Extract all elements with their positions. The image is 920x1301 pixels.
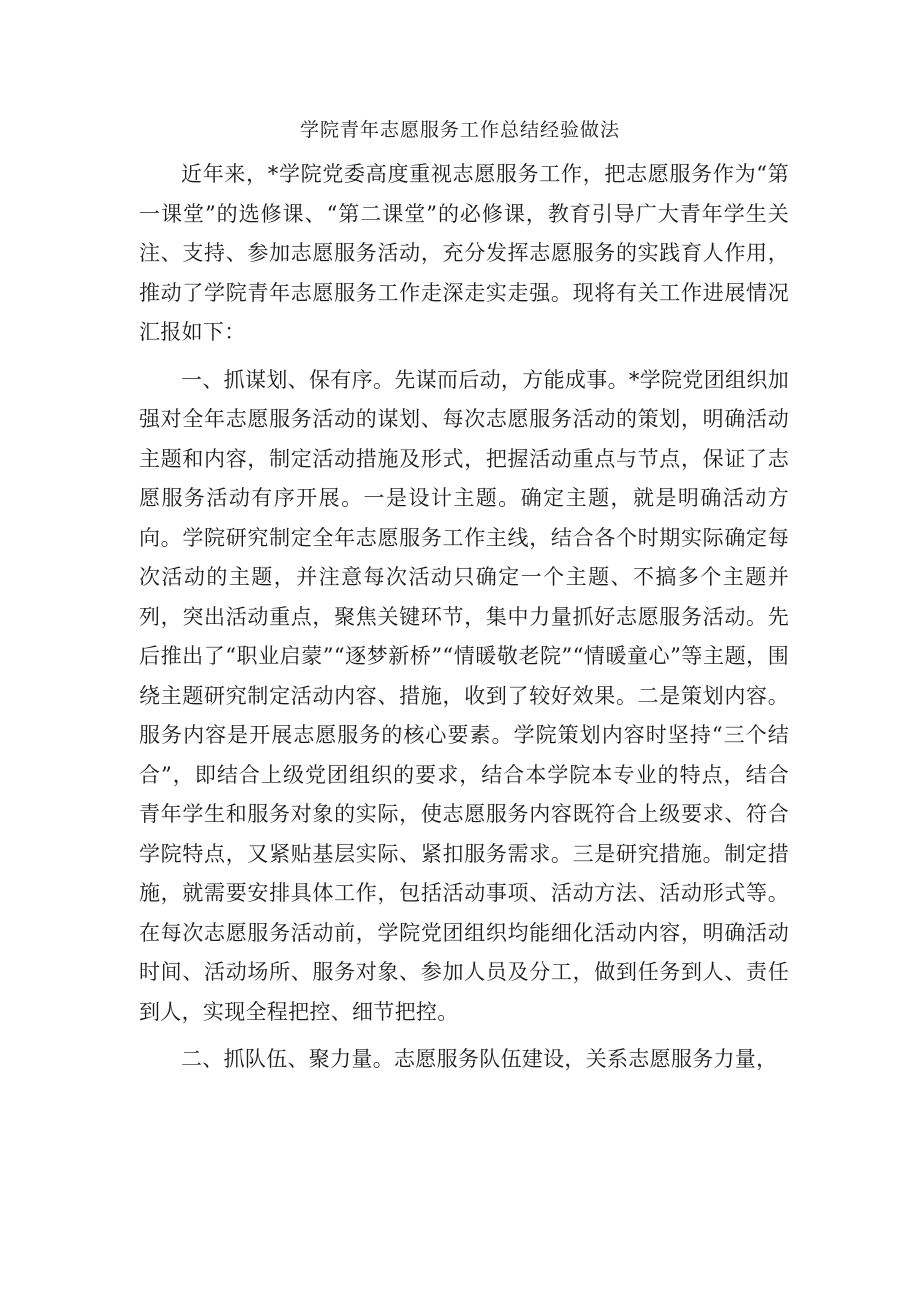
document-title: 学院青年志愿服务工作总结经验做法 <box>299 119 620 141</box>
document-body <box>139 155 789 1080</box>
paragraph-section-one: 一、抓谋划、保有序。先谋而后动，方能成事。*学院党团组织加强对全年志愿服务活动的谋划、每次志愿服务活动的策划，明确活动主题和内容，制定活动措施及形式，把握活动重点与节点，保证了志愿服务活动有序开展。一是设计主题。确定主题，就是明确活动方向。学院研究制定全年志愿服务工作主线，结合各个时期实际确定每次活动的主题，并注意每次活动只确定一个主题、不搞多个主题并列，突出活动重点，聚焦关键环节，集中力量抓好志愿服务活动。先后推出了“职业启蒙”“逐梦新桥”“情暖敬老院”“情暖童心”等主题，围绕主题研究制定活动内容、措施，收到了较好效果。二是策划内容。服务内容是开展志愿服务的核心要素。学院策划内容时坚持“三个结合”，即结合上级党团组织的要求，结合本学院本专业的特点，结合青年学生和服务对象的实际，使志愿服务内容既符合上级要求、符合学院特点，又紧贴基层实际、紧扣服务需求。三是研究措施。制定措施，就需要安排具体工作，包括活动事项、活动方法、活动形式等。在每次志愿服务活动前，学院党团组织均能细化活动内容，明确活动时间、活动场所、服务对象、参加人员及分工，做到任务到人、责任到人，实现全程把控、细节把控。 <box>139 367 789 1024</box>
paragraph-intro: 近年来，*学院党委高度重视志愿服务工作，把志愿服务作为“第一课堂”的选修课、“第二课堂”的必修课，教育引导广大青年学生关注、支持、参加志愿服务活动，充分发挥志愿服务的实践育人作用，推动了学院青年志愿服务工作走深走实走强。现将有关工作进展情况汇报如下： <box>139 162 789 344</box>
paragraph-section-two: 二、抓队伍、聚力量。志愿服务队伍建设，关系志愿服务力量， <box>181 1047 778 1071</box>
